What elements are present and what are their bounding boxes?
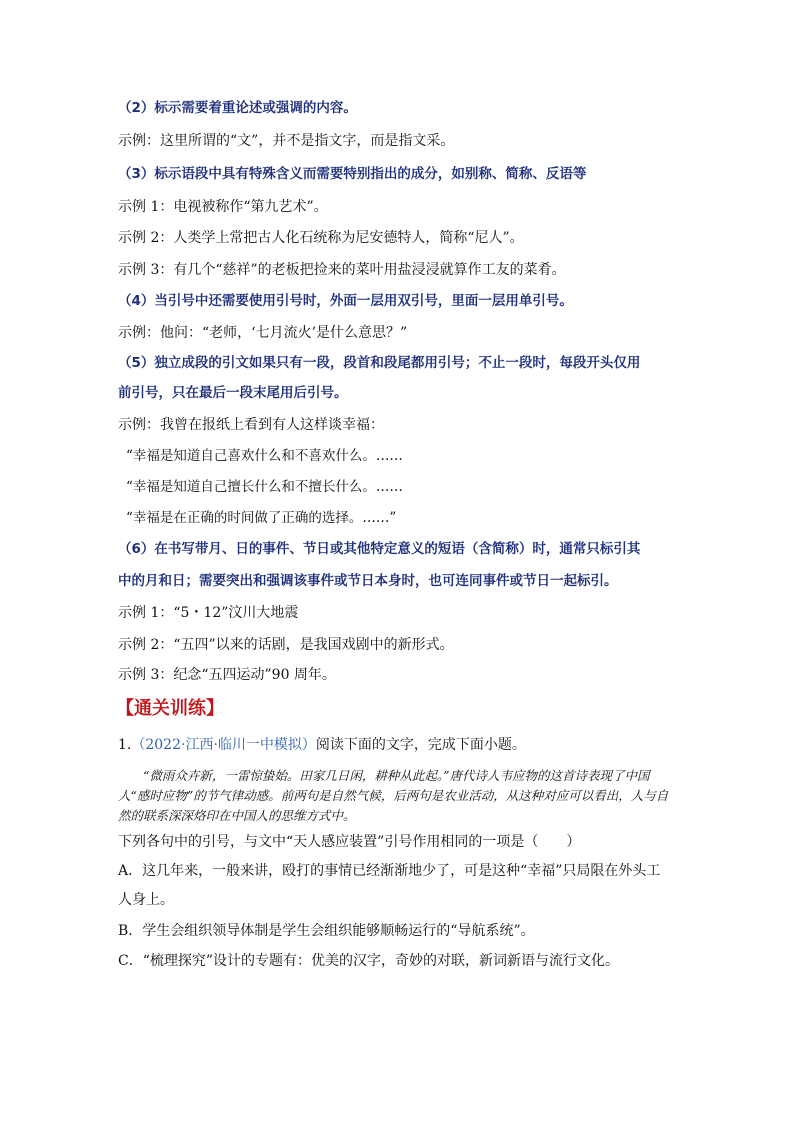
rule-6-line-2: 中的月和日；需要突出和强调该事件或节日本身时，也可连同事件或节日一起标引。	[118, 573, 618, 589]
example-2: 示例：这里所谓的“文”，并不是指文字，而是指文采。	[118, 133, 455, 149]
reading-passage: “微雨众卉新，一雷惊蛰始。田家几日闲，耕种从此起。”唐代诗人韦应物的这首诗表现了中国人“感时应物”的节气律动感。前两句是自然气候，后两句是农业活动，从这种对应可以看出，人与自然的联系深深烙印在中国人的思维方式中。	[118, 768, 669, 823]
option-c: C．“梳理探究”设计的专题有：优美的汉字，奇妙的对联，新词新语与流行文化。	[118, 953, 620, 969]
section-title: 【通关训练】	[116, 698, 224, 719]
example-5-quote-3: “幸福是在正确的时间做了正确的选择。……”	[126, 510, 397, 526]
option-b: B．学生会组织领导体制是学生会组织能够顺畅运行的“导航系统”。	[118, 923, 535, 939]
example-4: 示例：他问：“老师，‘七月流火’是什么意思？”	[118, 325, 408, 341]
question-prompt: 阅读下面的文字，完成下面小题。	[315, 737, 526, 753]
rule-6-line-1: （6）在书写带月、日的事件、节日或其他特定意义的短语（含简称）时，通常只标引其	[118, 541, 641, 557]
question-header	[118, 735, 526, 755]
example-3-3: 示例 3：有几个“慈祥”的老板把捡来的菜叶用盐浸浸就算作工友的菜肴。	[118, 262, 566, 278]
example-6-2: 示例 2：“五四”以来的话剧，是我国戏剧中的新形式。	[118, 637, 454, 653]
option-a-line-1: A．这几年来，一般来讲，殴打的事情已经渐渐地少了，可是这种“幸福”只局限在外头工	[118, 863, 661, 879]
example-5: 示例：我曾在报纸上看到有人这样谈幸福：	[118, 417, 384, 433]
rule-5-line-1: （5）独立成段的引文如果只有一段，段首和段尾都用引号；不止一段时，每段开头仅用	[118, 355, 641, 371]
question-stem: 下列各句中的引号，与文中“天人感应装置”引号作用相同的一项是（ ）	[118, 834, 581, 850]
example-5-quote-2: “幸福是知道自己擅长什么和不擅长什么。……	[126, 479, 403, 495]
example-3-1: 示例 1：电视被称作“第九艺术”。	[118, 199, 328, 215]
example-3-2: 示例 2：人类学上常把古人化石统称为尼安德特人，简称“尼人”。	[118, 230, 524, 246]
option-a-line-2: 人身上。	[118, 892, 174, 908]
example-6-1: 示例 1：“5・12”汶川大地震	[118, 605, 299, 621]
example-5-quote-1: “幸福是知道自己喜欢什么和不喜欢什么。……	[126, 448, 403, 464]
rule-5-line-2: 前引号，只在最后一段末尾用后引号。	[118, 385, 348, 401]
example-6-3: 示例 3：纪念“五四运动”90 周年。	[118, 667, 336, 683]
rule-4: （4）当引号中还需要使用引号时，外面一层用双引号，里面一层用单引号。	[118, 293, 573, 309]
rule-3: （3）标示语段中具有特殊含义而需要特别指出的成分，如别称、简称、反语等	[118, 166, 587, 182]
question-source: （2022·江西·临川一中模拟）	[131, 737, 316, 753]
rule-2: （2）标示需要着重论述或强调的内容。	[118, 100, 357, 116]
question-number: 1.	[118, 737, 132, 753]
